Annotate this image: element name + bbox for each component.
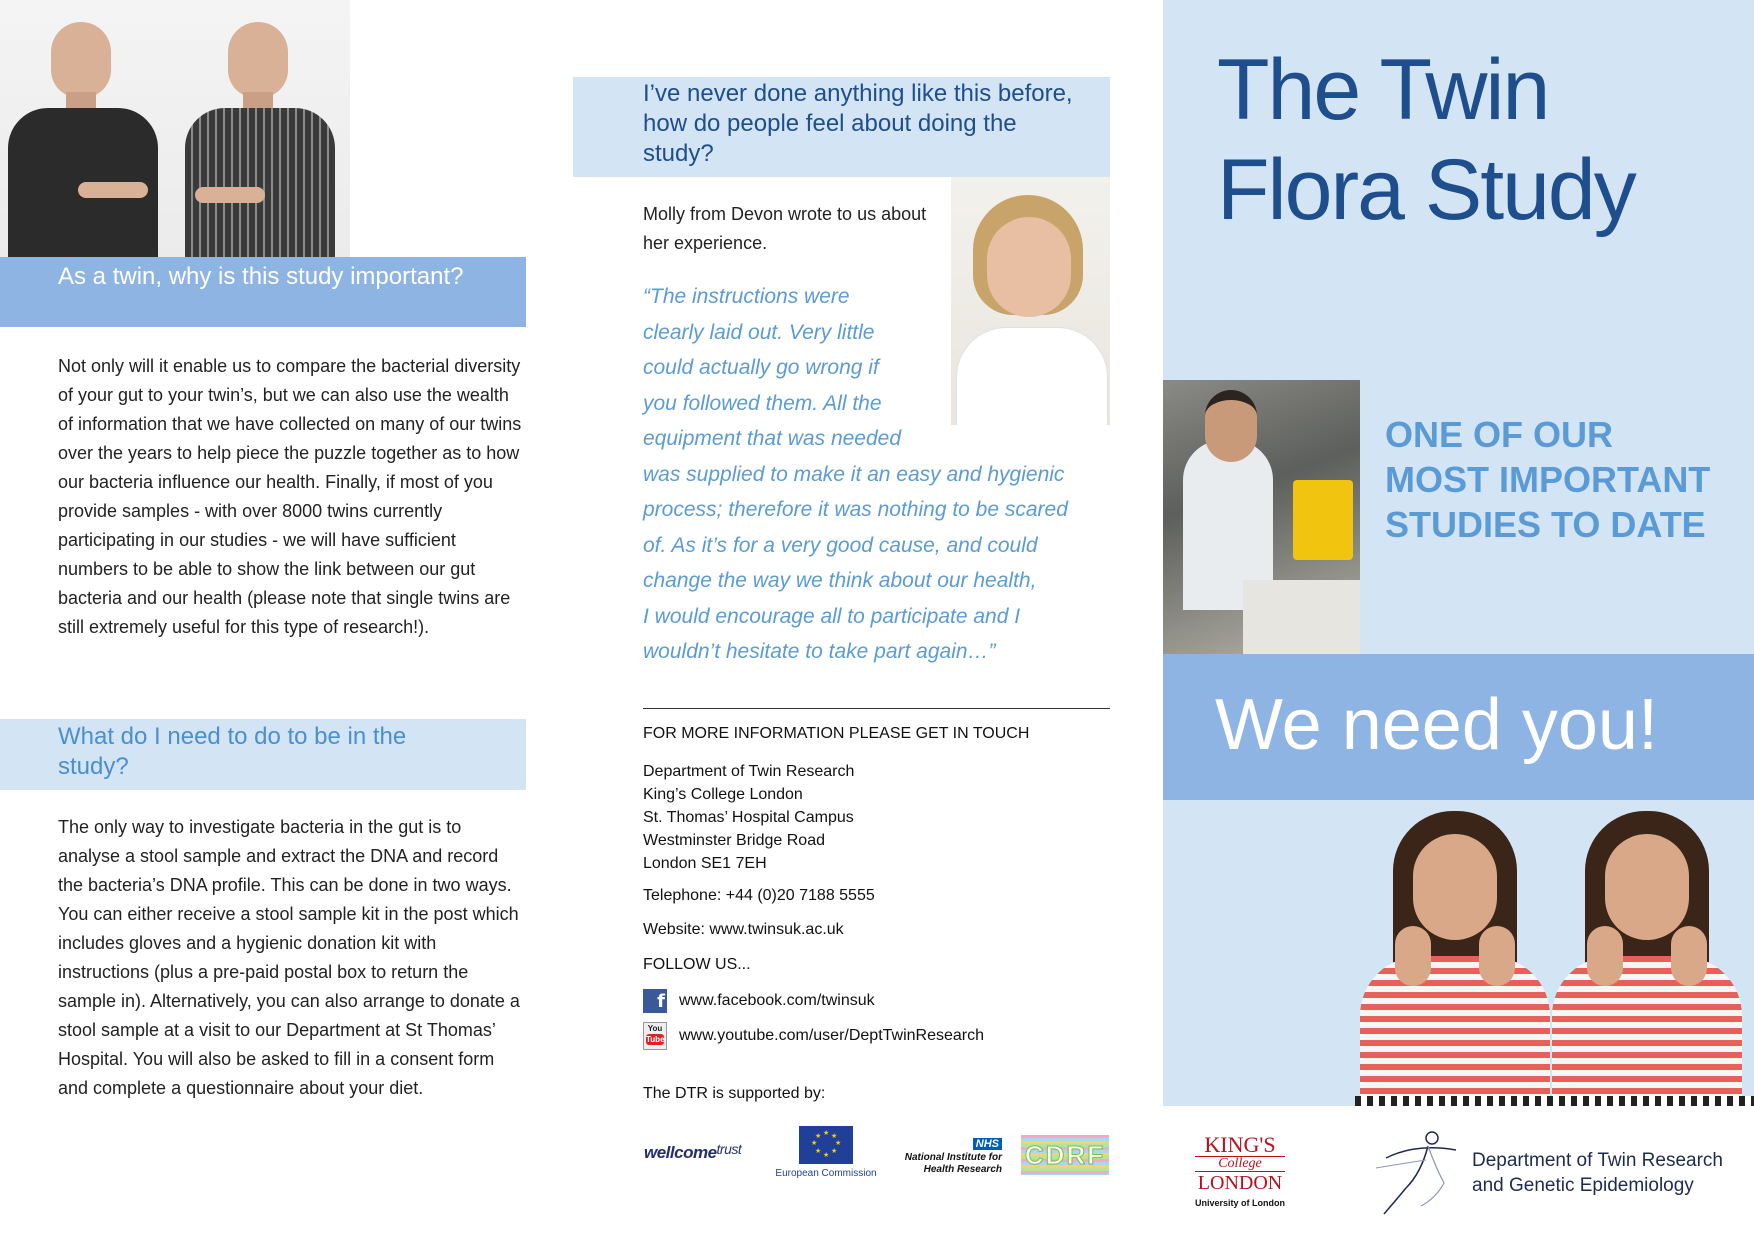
twin-men-photo — [0, 0, 350, 257]
contact-address — [643, 760, 854, 875]
quote-line: could actually go wrong if — [643, 356, 879, 379]
girl-figure — [1355, 806, 1555, 1106]
tagline-line: ONE OF OUR — [1385, 414, 1614, 455]
facebook-url[interactable]: www.facebook.com/twinsuk — [679, 992, 875, 1009]
telephone: Telephone: +44 (0)20 7188 5555 — [643, 887, 875, 904]
section-heading-experience — [573, 77, 1110, 177]
address-line: Westminster Bridge Road — [643, 832, 825, 849]
body-paragraph-why: Not only will it enable us to compare the bacterial diversity of your gut to your twin’s, but we can also use the wealth of information that we have collected on many of our twins over the years to help piece the puzzle together as to how our bacteria influence our health. Finally, if most of you provide samples - with over 8000 twins currently participating in our studies - we will have sufficient numbers to be able to show the link between our gut bacteria and our health (please note that single twins are still extremely useful for this type of research!). — [58, 356, 522, 637]
quote-line: was supplied to make it an easy and hygienic — [643, 462, 1065, 486]
heading-text: As a twin, why is this study important? — [58, 263, 464, 290]
youtube-icon: You Tube — [643, 1022, 667, 1050]
dtr-figure-logo — [1366, 1128, 1466, 1218]
european-commission-logo: ★ ★ ★ ★ ★ ★ ★ ★ European Commission — [771, 1126, 881, 1179]
dtr-line: Department of Twin Research — [1472, 1150, 1723, 1171]
address-line: Department of Twin Research — [643, 763, 855, 780]
quote-line: process; therefore it was nothing to be scared — [643, 498, 1068, 521]
eu-flag-icon: ★ ★ ★ ★ ★ ★ ★ ★ — [799, 1126, 853, 1164]
twin-girls-photo — [1355, 800, 1754, 1106]
checkered-floor — [1355, 1096, 1754, 1106]
cdrf-logo: CDRF — [1021, 1135, 1109, 1175]
facebook-link[interactable] — [643, 989, 875, 1013]
body-paragraph-how: The only way to investigate bacteria in the gut is to analyse a stool sample and extract the DNA and record the bacteria’s DNA profile. This can be done in two ways. You can either receive a stool sample kit in the post which includes gloves and a hygienic donation kit with instructions (plus a pre-paid postal box to return the sample in). Alternatively, you can also arrange to donate a stool sample at a visit to our Department at St Thomas’ Hospital. You will also be asked to fill in a consent form and complete a questionnaire about your diet. — [58, 817, 520, 1098]
wellcome-trust-logo: wellcome$_{trust}$ — [644, 1141, 742, 1162]
youtube-link[interactable] — [643, 1022, 984, 1050]
testimonial-intro: Molly from Devon wrote to us about her experience. — [643, 204, 927, 253]
address-line: St. Thomas’ Hospital Campus — [643, 809, 854, 826]
contact-heading: FOR MORE INFORMATION PLEASE GET IN TOUCH — [643, 725, 1030, 742]
nihr-logo: NHS National Institute for Health Research — [904, 1138, 1002, 1175]
quote-line: “The instructions were — [643, 285, 850, 308]
title-line: The Twin — [1217, 42, 1549, 138]
address-line: King’s College London — [643, 786, 803, 803]
address-line: London SE1 7EH — [643, 855, 767, 872]
dtr-line: and Genetic Epidemiology — [1472, 1175, 1694, 1196]
quote-line: I would encourage all to participate and I — [643, 604, 1021, 628]
lab-researcher-photo — [1163, 380, 1360, 654]
supported-by-label: The DTR is supported by: — [643, 1085, 826, 1102]
quote-line: you followed them. All the — [643, 391, 882, 415]
dtr-name — [1472, 1148, 1723, 1198]
youtube-url[interactable]: www.youtube.com/user/DeptTwinResearch — [679, 1027, 985, 1044]
brochure-title — [1217, 40, 1635, 240]
quote-line: clearly laid out. Very little — [643, 320, 875, 344]
website-link[interactable]: Website: www.twinsuk.ac.uk — [643, 921, 844, 938]
kings-college-logo: KING'S College LONDON University of London — [1195, 1132, 1285, 1208]
quote-line: wouldn’t hesitate to take part again…” — [643, 640, 996, 663]
man-figure — [8, 22, 158, 257]
quote-line: equipment that was needed — [643, 427, 902, 450]
heading-text: I’ve never done anything like this before, how do people feel about doing the study? — [643, 80, 1073, 167]
title-line: Flora Study — [1217, 142, 1635, 238]
quote-line: of. As it’s for a very good cause, and could — [643, 533, 1038, 557]
section-heading-how — [0, 719, 526, 790]
section-heading-why — [0, 257, 526, 327]
girl-figure — [1547, 806, 1747, 1106]
man-figure — [185, 22, 335, 257]
cta-text: We need you! — [1215, 685, 1658, 765]
quote-line: change the way we think about our health, — [643, 569, 1037, 592]
divider — [643, 708, 1110, 709]
follow-us-label: FOLLOW US... — [643, 956, 751, 973]
heading-text: What do I need to do to be in the study? — [58, 723, 407, 780]
tagline-line: MOST IMPORTANT — [1385, 459, 1711, 500]
testimonial-quote — [643, 279, 1103, 670]
tagline — [1385, 412, 1710, 547]
facebook-icon: f — [643, 989, 667, 1013]
tagline-line: STUDIES TO DATE — [1385, 504, 1706, 545]
